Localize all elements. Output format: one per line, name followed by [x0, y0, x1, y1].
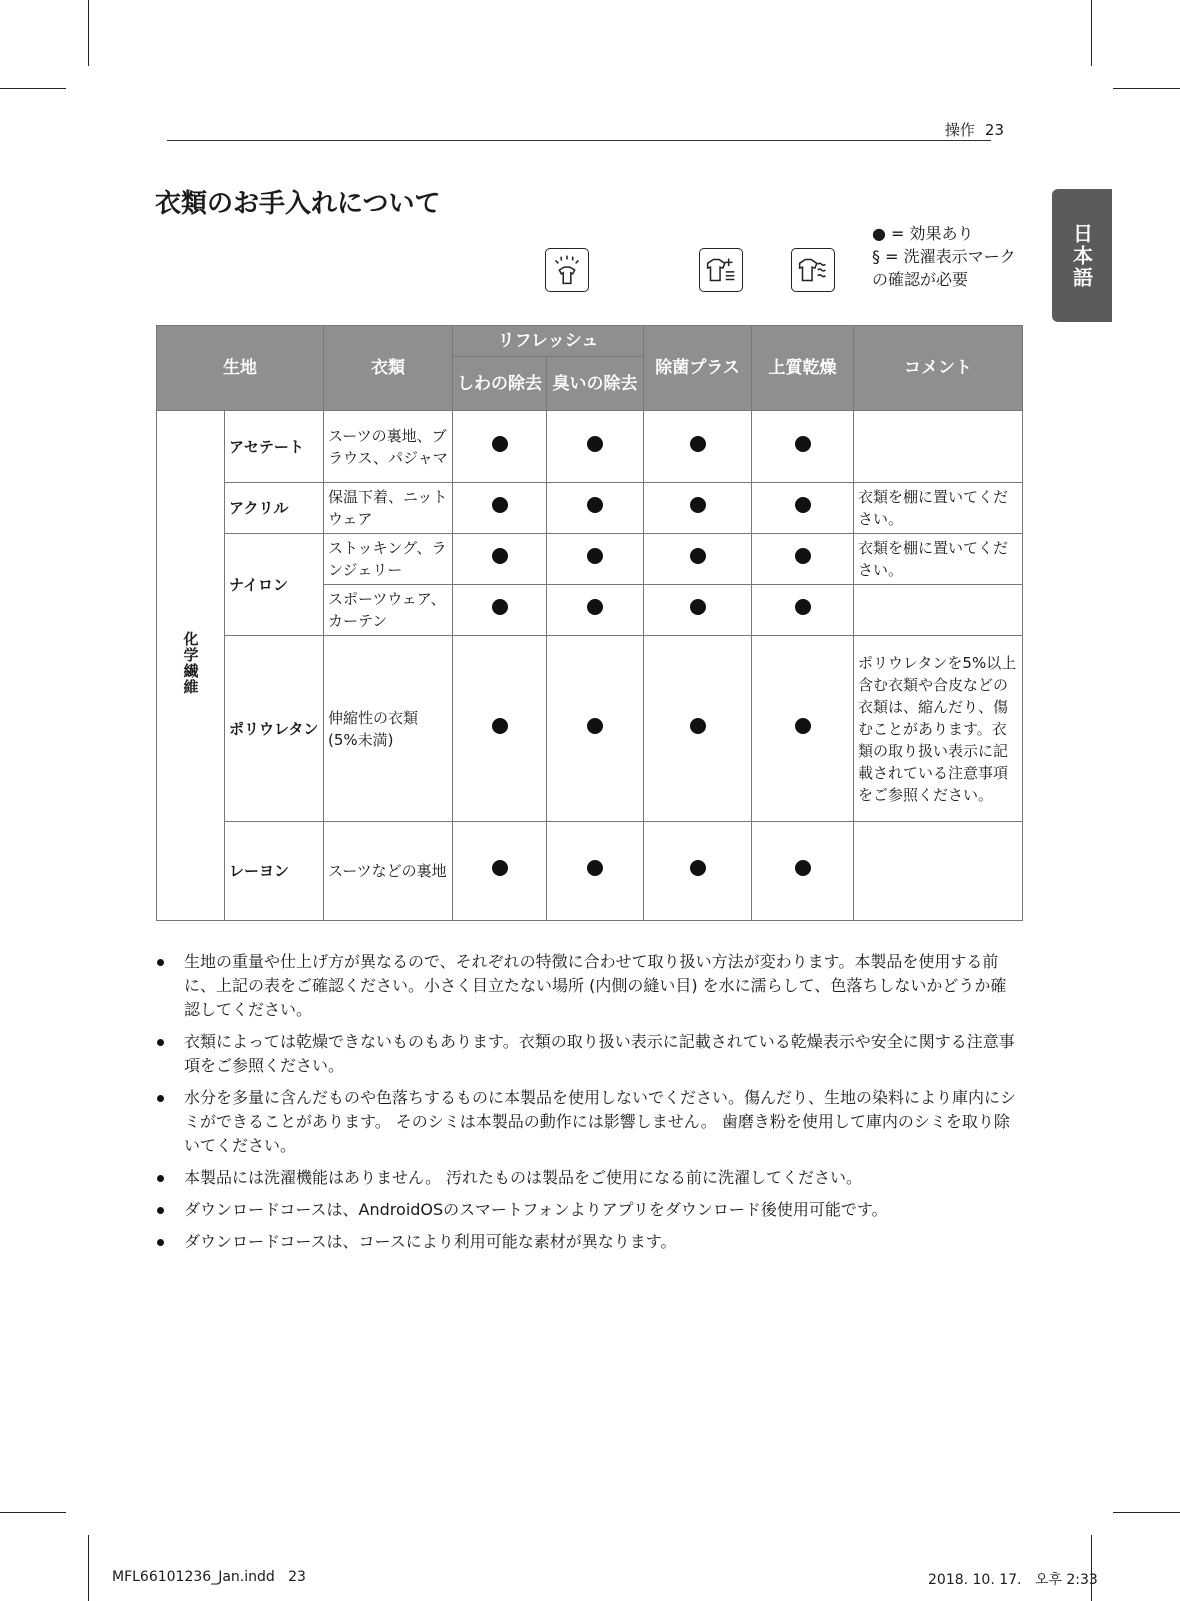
- category-cell: [157, 411, 225, 921]
- crop-mark: [88, 0, 89, 66]
- effect-cell: [644, 822, 752, 921]
- effective-dot: [690, 718, 706, 734]
- page-title: 衣類のお手入れについて: [155, 189, 441, 219]
- effect-cell: [547, 483, 644, 534]
- effective-dot: [492, 497, 508, 513]
- table-row: [157, 483, 1023, 534]
- crop-mark: [0, 88, 66, 89]
- gentle-dry-icon: [791, 248, 835, 292]
- header-fabric: 生地: [157, 326, 324, 411]
- clothing-cell: スーツなどの裏地: [324, 822, 453, 921]
- effective-dot: [492, 436, 508, 452]
- notes-list: [156, 950, 1022, 1262]
- effect-cell: [752, 483, 854, 534]
- effect-cell: [752, 585, 854, 636]
- table-row: [157, 411, 1023, 483]
- fabric-name: アセテート: [225, 411, 324, 483]
- list-item: ダウンロードコースは、AndroidOSのスマートフォンよりアプリをダウンロード後使用可能です。: [156, 1198, 1022, 1222]
- effect-cell: [547, 534, 644, 585]
- effect-cell: [547, 585, 644, 636]
- effect-cell: [453, 636, 547, 822]
- crop-mark: [1113, 1512, 1180, 1513]
- effective-dot: [587, 548, 603, 564]
- effective-dot: [795, 497, 811, 513]
- running-header: [935, 119, 1004, 140]
- language-tab-label: 日本語: [1069, 222, 1094, 289]
- effective-dot: [587, 718, 603, 734]
- effective-dot: [587, 860, 603, 876]
- clothing-cell: 保温下着、ニットウェア: [324, 483, 453, 534]
- list-item: 水分を多量に含んだものや色落ちするものに本製品を使用しないでください。傷んだり、生地の染料により庫内にシミができることがあります。 そのシミは本製品の動作には影響しません。 歯磨き粉を使用して庫内のシミを取り除いてください。: [156, 1086, 1022, 1158]
- effective-dot: [690, 436, 706, 452]
- effect-cell: [644, 411, 752, 483]
- effective-dot: [690, 497, 706, 513]
- crop-mark: [0, 1512, 66, 1513]
- header-sanitary: 除菌プラス: [644, 326, 752, 411]
- header-wrinkle: しわの除去: [453, 357, 547, 411]
- comment-cell: ポリウレタンを5%以上含む衣類や合皮などの衣類は、縮んだり、傷むことがあります。衣類の取り扱い表示に記載されている注意事項をご参照ください。: [854, 636, 1023, 822]
- table-row: [157, 534, 1023, 585]
- header-odor: 臭いの除去: [547, 357, 644, 411]
- table-row: [157, 636, 1023, 822]
- care-table: [156, 325, 1023, 921]
- crop-mark: [1091, 1535, 1092, 1601]
- effective-dot: [492, 860, 508, 876]
- category-label: 化学繊維: [181, 630, 200, 695]
- fabric-name: ナイロン: [225, 534, 324, 636]
- legend-check-label: § = 洗濯表示マークの確認が必要: [872, 247, 1016, 289]
- page-number: 23: [984, 121, 1004, 139]
- effect-cell: [547, 411, 644, 483]
- effect-cell: [453, 534, 547, 585]
- effective-dot: [795, 718, 811, 734]
- comment-cell: [854, 822, 1023, 921]
- refresh-steam-icon: [545, 248, 589, 292]
- header-refresh: リフレッシュ: [453, 326, 644, 357]
- effective-dot: [795, 860, 811, 876]
- fabric-name: ポリウレタン: [225, 636, 324, 822]
- crop-mark: [88, 1535, 89, 1601]
- effect-cell: [453, 483, 547, 534]
- legend: [872, 222, 1022, 291]
- effect-cell: [644, 534, 752, 585]
- legend-effective: ● = 効果あり: [872, 224, 974, 243]
- effective-dot: [690, 548, 706, 564]
- effective-dot: [690, 860, 706, 876]
- effect-cell: [644, 585, 752, 636]
- effect-cell: [644, 636, 752, 822]
- language-tab: [1052, 189, 1112, 322]
- effect-cell: [547, 636, 644, 822]
- comment-cell: 衣類を棚に置いてください。: [854, 483, 1023, 534]
- table-row: [157, 822, 1023, 921]
- comment-cell: [854, 585, 1023, 636]
- list-item: 衣類によっては乾燥できないものもあります。衣類の取り扱い表示に記載されている乾燥表示や安全に関する注意事項をご参照ください。: [156, 1030, 1022, 1078]
- list-item: 生地の重量や仕上げ方が異なるので、それぞれの特徴に合わせて取り扱い方法が変わります。本製品を使用する前に、上記の表をご確認ください。小さく目立たない場所 (内側の縫い目) を水に濡らして、色落ちしないかどうか確認してください。: [156, 950, 1022, 1022]
- header-comment: コメント: [854, 326, 1023, 411]
- effective-dot: [690, 599, 706, 615]
- section-name: 操作: [944, 121, 975, 139]
- effect-cell: [547, 822, 644, 921]
- header-rule: [167, 140, 991, 141]
- effect-cell: [752, 822, 854, 921]
- crop-mark: [1091, 0, 1092, 66]
- effective-dot: [795, 436, 811, 452]
- header-gentle-dry: 上質乾燥: [752, 326, 854, 411]
- footer-date: 2018. 10. 17. 오후 2:33: [928, 1572, 1098, 1588]
- effective-dot: [795, 548, 811, 564]
- effect-cell: [453, 585, 547, 636]
- crop-mark: [1113, 88, 1180, 89]
- list-item: 本製品には洗濯機能はありません。 汚れたものは製品をご使用になる前に洗濯してください。: [156, 1166, 1022, 1190]
- fabric-name: アクリル: [225, 483, 324, 534]
- header-clothing: 衣類: [324, 326, 453, 411]
- list-item: ダウンロードコースは、コースにより利用可能な素材が異なります。: [156, 1230, 1022, 1254]
- effect-cell: [752, 534, 854, 585]
- effect-cell: [644, 483, 752, 534]
- effect-cell: [752, 411, 854, 483]
- effective-dot: [795, 599, 811, 615]
- effective-dot: [492, 548, 508, 564]
- effective-dot: [587, 497, 603, 513]
- fabric-name: レーヨン: [225, 822, 324, 921]
- clothing-cell: スーツの裏地、ブラウス、パジャマ: [324, 411, 453, 483]
- effective-dot: [587, 599, 603, 615]
- clothing-cell: スポーツウェア、カーテン: [324, 585, 453, 636]
- effective-dot: [492, 599, 508, 615]
- comment-cell: 衣類を棚に置いてください。: [854, 534, 1023, 585]
- effect-cell: [453, 411, 547, 483]
- effect-cell: [752, 636, 854, 822]
- clothing-cell: ストッキング、ランジェリー: [324, 534, 453, 585]
- effect-cell: [453, 822, 547, 921]
- sanitary-plus-icon: [699, 248, 743, 292]
- effective-dot: [587, 436, 603, 452]
- footer-file: MFL66101236_Jan.indd 23: [112, 1569, 306, 1585]
- comment-cell: [854, 411, 1023, 483]
- effective-dot: [492, 718, 508, 734]
- clothing-cell: 伸縮性の衣類 (5%未満): [324, 636, 453, 822]
